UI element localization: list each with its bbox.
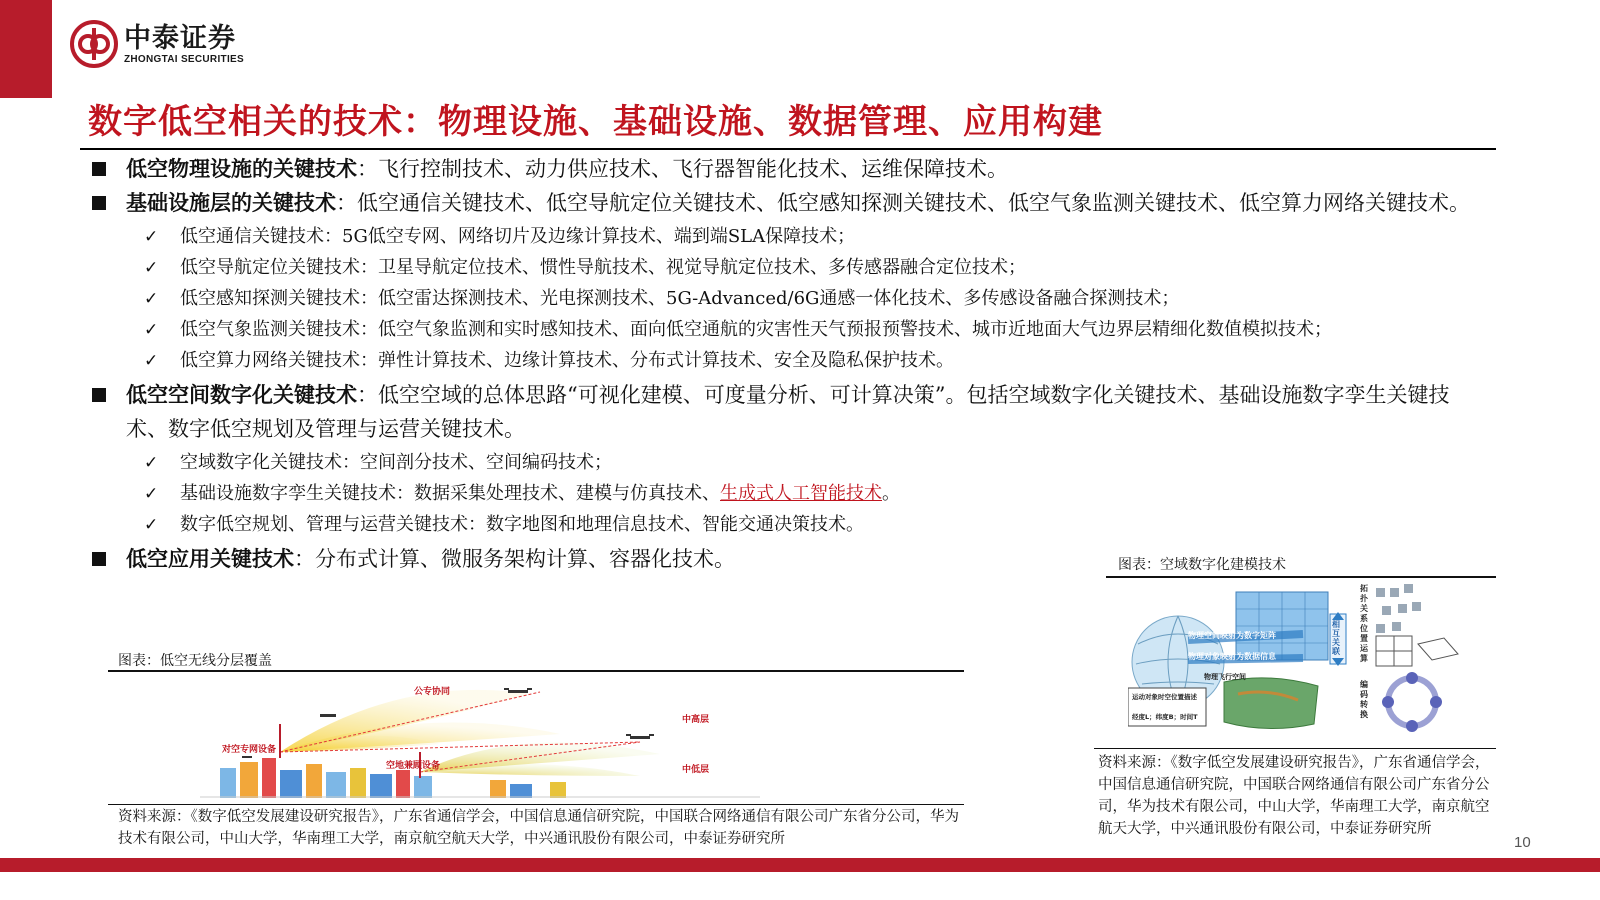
title-divider: [80, 148, 1496, 150]
right-figure-rule-top: [1106, 576, 1496, 578]
check-icon: ✓: [144, 227, 159, 247]
bullet-text: ：分布式计算、微服务架构计算、容器化技术。: [294, 547, 735, 571]
check-icon: ✓: [144, 289, 159, 309]
right-figure-rule-bottom: [1094, 748, 1496, 749]
corner-red-bar: [0, 0, 52, 98]
bullet-keyword: 低空应用关键技术: [126, 546, 294, 571]
sub-bullet-text: 低空通信关键技术：5G低空专网、网络切片及边缘计算技术、端到端SLA保障技术；: [180, 226, 856, 247]
bullet-list: [88, 152, 1488, 576]
sub-bullet-text: 空域数字化关键技术：空间剖分技术、空间编码技术；: [180, 452, 612, 473]
label-air-ground-device: 空地兼顾设备: [386, 761, 441, 771]
zhongtai-logo-icon: [70, 20, 118, 68]
sub-bullet-text: 低空导航定位关键技术：卫星导航定位技术、惯性导航技术、视觉导航定位技术、多传感器融合定位技术；: [180, 257, 1026, 278]
sub-bullet-item: [88, 254, 1488, 282]
left-figure-rule-top: [108, 670, 964, 672]
sub-bullet-text: 低空感知探测关键技术：低空雷达探测技术、光电探测技术、5G-Advanced/6G通感一体化技术、多传感设备融合探测技术；: [180, 288, 1180, 309]
layered-coverage-diagram: [200, 684, 760, 798]
bullet-keyword: 基础设施层的关键技术: [126, 190, 336, 215]
left-figure-caption: 图表：低空无线分层覆盖: [118, 653, 272, 669]
bullet-item: [88, 378, 1488, 446]
check-icon: ✓: [144, 320, 159, 340]
page-title: 数字低空相关的技术：物理设施、基础设施、数据管理、应用构建: [88, 102, 1103, 142]
coverage-illustration: [200, 684, 760, 798]
sub-bullet-text: 基础设施数字孪生关键技术：数据采集处理技术、建模与仿真技术、: [180, 483, 720, 504]
bullet-text: ：飞行控制技术、动力供应技术、飞行器智能化技术、运维保障技术。: [357, 157, 1008, 181]
genai-link[interactable]: 生成式人工智能技术: [720, 483, 882, 504]
label-mid-high: 中高层: [682, 715, 710, 725]
label-air-net-device: 对空专网设备: [222, 745, 277, 755]
left-figure-rule-bottom: [108, 804, 964, 805]
brand-logo: [70, 20, 244, 68]
bullet-item: [88, 186, 1488, 220]
bullet-item: [88, 152, 1488, 186]
sub-bullet-text: 数字低空规划、管理与运营关键技术：数字地图和地理信息技术、智能交通决策技术。: [180, 514, 864, 535]
check-icon: ✓: [144, 484, 159, 504]
left-figure-source: 资料来源：《数字低空发展建设研究报告》，广东省通信学会，中国信息通信研究院，中国联合网络通信有限公司广东省分公司，华为技术有限公司，中山大学，华南理工大学，南京航空航天大学，中兴通讯股份有限公司，中泰证券研究所: [118, 809, 959, 847]
label-code-convert: 编码转换: [1360, 680, 1368, 719]
check-icon: ✓: [144, 351, 159, 371]
label-topology: 拓扑关系位置运算: [1360, 584, 1368, 663]
sub-bullet-item: [88, 449, 1488, 477]
bullet-keyword: 低空空间数字化关键技术: [126, 382, 357, 407]
airspace-modeling-diagram: [1128, 584, 1478, 738]
check-icon: ✓: [144, 515, 159, 535]
check-icon: ✓: [144, 258, 159, 278]
bullet-text: ：低空通信关键技术、低空导航定位关键技术、低空感知探测关键技术、低空气象监测关键技术、低空算力网络关键技术。: [336, 191, 1470, 215]
bullet-keyword: 低空物理设施的关键技术: [126, 156, 357, 181]
sub-bullet-text: 低空算力网络关键技术：弹性计算技术、边缘计算技术、分布式计算技术、安全及隐私保护技术。: [180, 350, 954, 371]
label-space-to-matrix: 物理空间映射为数字矩阵: [1188, 631, 1276, 640]
sub-bullet-item: [88, 480, 1488, 508]
label-flight-space: 物理飞行空间: [1204, 673, 1246, 681]
bullet-text: ：低空空域的总体思路“可视化建模、可度量分析、可计算决策”。包括空域数字化关键技术、基础设施数字孪生关键技术、数字低空规划及管理与运营关键技术。: [126, 383, 1450, 441]
sub-bullet-text: 低空气象监测关键技术：低空气象监测和实时感知技术、面向低空通航的灾害性天气预报预警技术、城市近地面大气边界层精细化数值模拟技术；: [180, 319, 1332, 340]
sub-bullet-item: [88, 316, 1488, 344]
label-target-desc: 运动对象时空位置描述: [1132, 693, 1197, 701]
brand-name-cn: 中泰证券: [124, 22, 236, 54]
label-object-to-data: 物理对象映射为数据信息: [1188, 652, 1276, 661]
label-coord: 经度L；纬度B；时间T: [1132, 713, 1198, 721]
brand-name-en: ZHONGTAI SECURITIES: [124, 53, 244, 65]
bottom-red-bar: [0, 858, 1600, 872]
check-icon: ✓: [144, 453, 159, 473]
sub-bullet-item: [88, 511, 1488, 539]
label-public-private: 公专协同: [414, 687, 451, 697]
sub-bullet-item: [88, 347, 1488, 375]
label-mutual-link: 相互关联: [1332, 620, 1340, 656]
sub-bullet-item: [88, 223, 1488, 251]
sub-bullet-item: [88, 285, 1488, 313]
right-figure-caption: 图表：空域数字化建模技术: [1118, 557, 1286, 573]
sub-bullet-suffix: 。: [882, 483, 900, 504]
label-mid-low: 中低层: [682, 765, 710, 775]
right-figure-source: 资料来源：《数字低空发展建设研究报告》，广东省通信学会，中国信息通信研究院，中国联合网络通信有限公司广东省分公司，华为技术有限公司，中山大学，华南理工大学，南京航空航天大学，中兴通讯股份有限公司，中泰证券研究所: [1098, 755, 1490, 837]
page-number: 10: [1514, 834, 1531, 851]
